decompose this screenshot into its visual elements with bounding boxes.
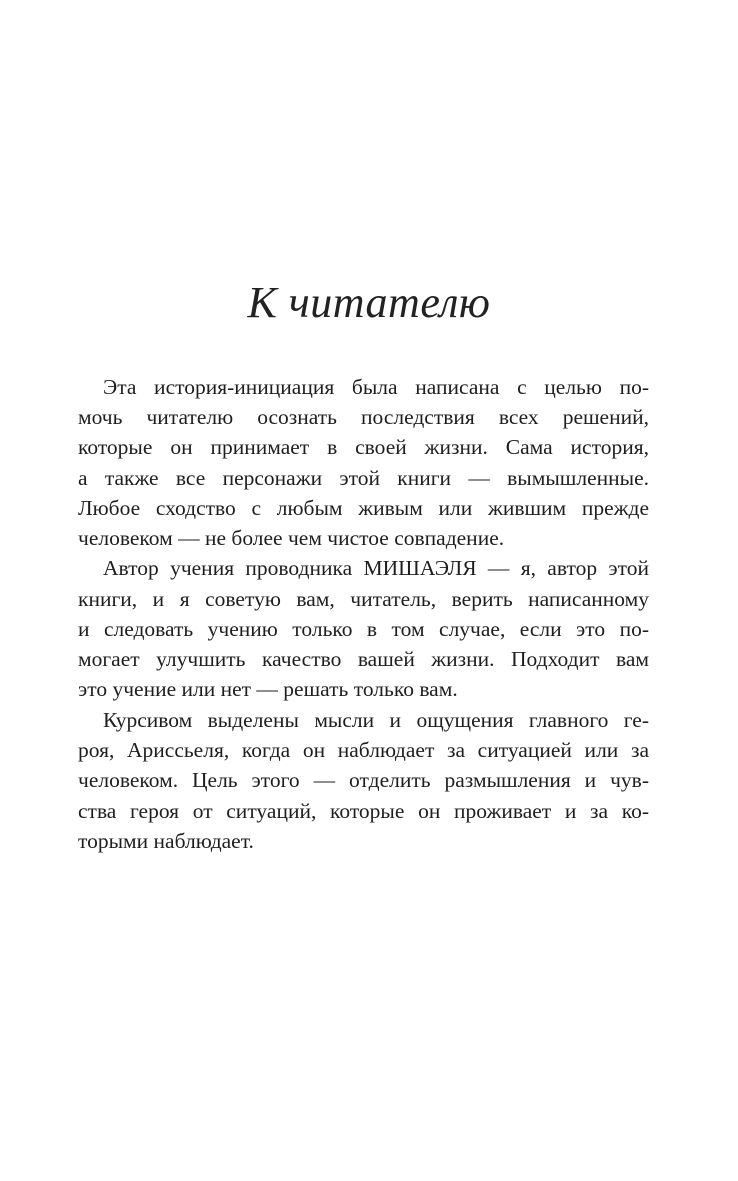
page-title: К читателю — [247, 278, 491, 327]
paragraph-1-line-1: Эта история-инициация была написана с целью по- — [103, 375, 649, 399]
paragraph-2-line-4: могает улучшить качество вашей жизни. Подходит вам — [78, 647, 649, 671]
paragraph-3-line-1: Курсивом выделены мысли и ощущения главного ге- — [103, 708, 649, 732]
paragraph-3-line-4: ства героя от ситуаций, которые он проживает и за ко- — [78, 799, 649, 823]
paragraph-2-line-5: это учение или нет — решать только вам. — [78, 677, 458, 701]
paragraph-2-line-2: книги, и я советую вам, читатель, верить написанному — [78, 587, 649, 611]
paragraph-3-line-5: торыми наблюдает. — [78, 829, 254, 853]
paragraph-1-line-5: Любое сходство с любым живым или жившим прежде — [78, 496, 649, 520]
paragraph-1-line-2: мочь читателю осознать последствия всех решений, — [78, 405, 649, 429]
paragraph-2-line-3: и следовать учению только в том случае, если это по- — [78, 617, 649, 641]
paragraph-1-line-4: а также все персонажи этой книги — вымышленные. — [78, 466, 649, 490]
paragraph-3-line-2: роя, Ариссьеля, когда он наблюдает за ситуацией или за — [78, 738, 649, 762]
paragraph-3-line-3: человеком. Цель этого — отделить размышления и чув- — [78, 768, 649, 792]
paragraph-1-line-3: которые он принимает в своей жизни. Сама история, — [78, 435, 649, 459]
paragraph-2-line-1: Автор учения проводника МИШАЭЛЯ — я, автор этой — [103, 556, 649, 580]
paragraph-1-line-6: человеком — не более чем чистое совпадение. — [78, 526, 505, 550]
